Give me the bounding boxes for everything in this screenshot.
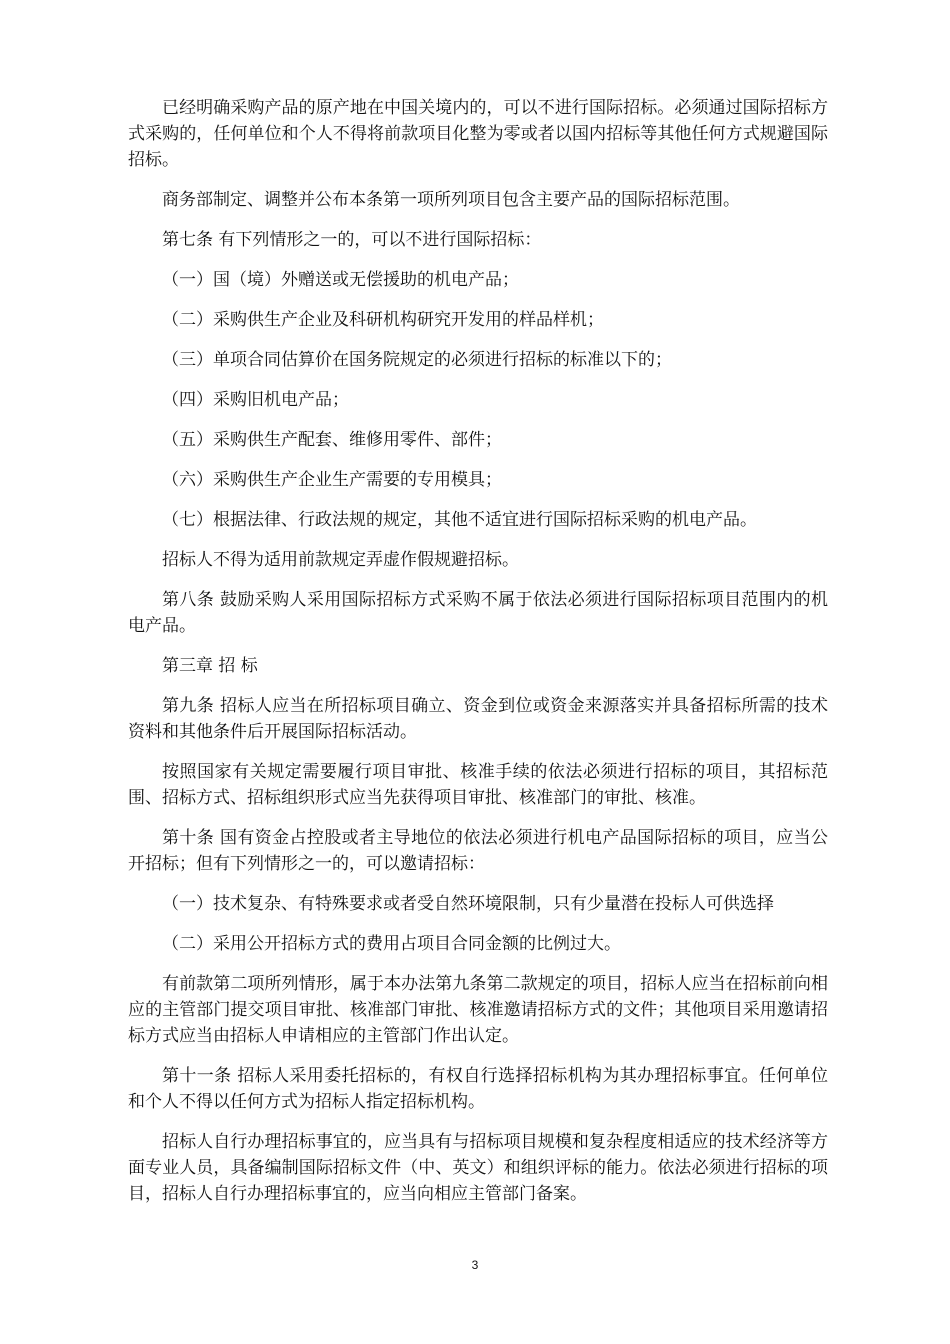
list-item: （四）采购旧机电产品； (162, 390, 349, 410)
page-number: 3 (471, 1258, 479, 1272)
paragraph: 招标人自行办理招标事宜的，应当具有与招标项目规模和复杂程度相适应的技术经济等方面专业人员，具备编制国际招标文件（中、英文）和组织评标的能力。依法必须进行招标的项目，招标人自行办理招标事宜的，应当向相应主管部门备案。 (128, 1132, 828, 1204)
list-item: （三）单项合同估算价在国务院规定的必须进行招标的标准以下的； (162, 350, 672, 370)
article-paragraph: 第十条 国有资金占控股或者主导地位的依法必须进行机电产品国际招标的项目，应当公开招标；但有下列情形之一的，可以邀请招标： (128, 828, 828, 874)
list-item: （一）国（境）外赠送或无偿援助的机电产品； (162, 270, 519, 290)
list-item: （一）技术复杂、有特殊要求或者受自然环境限制，只有少量潜在投标人可供选择 (162, 894, 774, 914)
paragraph: 招标人不得为适用前款规定弄虚作假规避招标。 (162, 550, 519, 570)
paragraph: 已经明确采购产品的原产地在中国关境内的，可以不进行国际招标。必须通过国际招标方式采购的，任何单位和个人不得将前款项目化整为零或者以国内招标等其他任何方式规避国际招标。 (128, 98, 828, 170)
list-item: （七）根据法律、行政法规的规定，其他不适宜进行国际招标采购的机电产品。 (162, 510, 757, 530)
article-paragraph: 第八条 鼓励采购人采用国际招标方式采购不属于依法必须进行国际招标项目范围内的机电产品。 (128, 590, 828, 636)
paragraph: 按照国家有关规定需要履行项目审批、核准手续的依法必须进行招标的项目，其招标范围、招标方式、招标组织形式应当先获得项目审批、核准部门的审批、核准。 (128, 762, 828, 808)
list-item: （六）采购供生产企业生产需要的专用模具； (162, 470, 502, 490)
chapter-heading: 第三章 招 标 (162, 656, 258, 676)
list-item: （二）采用公开招标方式的费用占项目合同金额的比例过大。 (162, 934, 621, 954)
paragraph: 有前款第二项所列情形，属于本办法第九条第二款规定的项目，招标人应当在招标前向相应的主管部门提交项目审批、核准部门审批、核准邀请招标方式的文件；其他项目采用邀请招标方式应当由招标人申请相应的主管部门作出认定。 (128, 974, 828, 1046)
article-paragraph: 第十一条 招标人采用委托招标的，有权自行选择招标机构为其办理招标事宜。任何单位和个人不得以任何方式为招标人指定招标机构。 (128, 1066, 828, 1112)
list-item: （二）采购供生产企业及科研机构研究开发用的样品样机； (162, 310, 604, 330)
article-heading: 第七条 有下列情形之一的，可以不进行国际招标： (162, 230, 542, 250)
document-body (128, 95, 828, 1221)
paragraph: 商务部制定、调整并公布本条第一项所列项目包含主要产品的国际招标范围。 (162, 190, 740, 210)
list-item: （五）采购供生产配套、维修用零件、部件； (162, 430, 502, 450)
article-paragraph: 第九条 招标人应当在所招标项目确立、资金到位或资金来源落实并具备招标所需的技术资料和其他条件后开展国际招标活动。 (128, 696, 828, 742)
